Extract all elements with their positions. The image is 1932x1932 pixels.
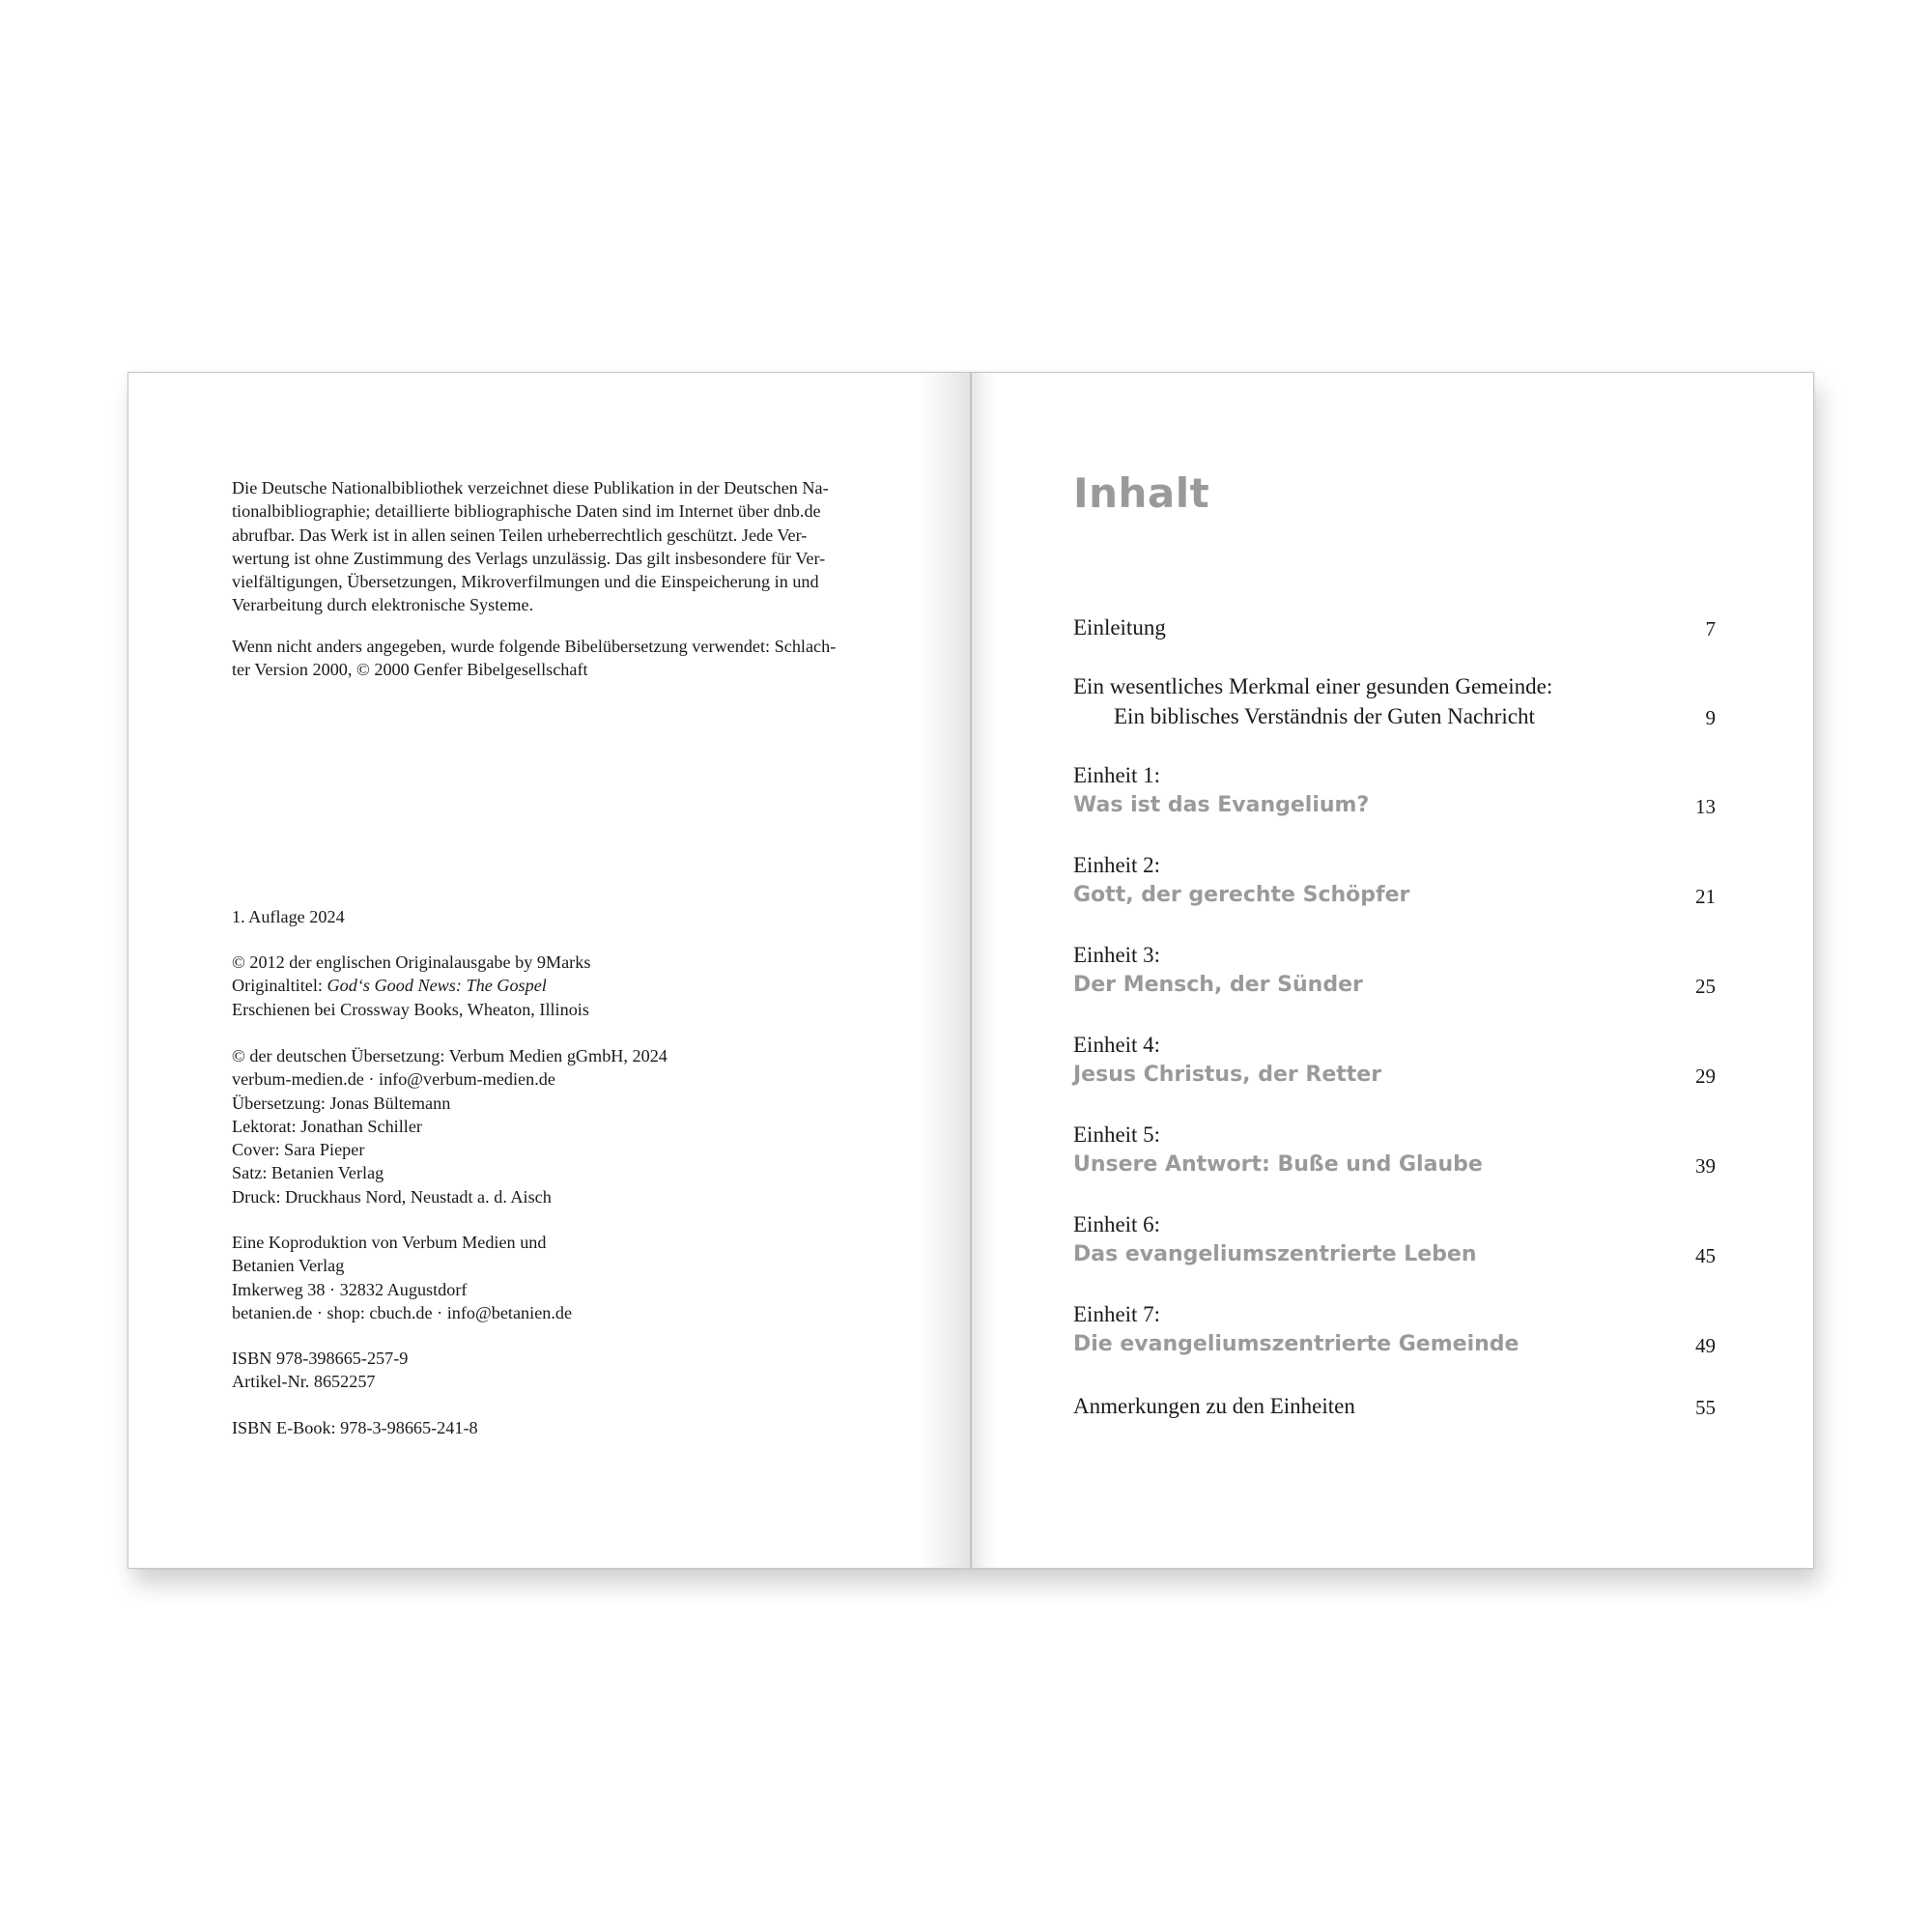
toc-unit-label: Einheit 2: — [1073, 853, 1161, 877]
edition-block — [232, 905, 871, 928]
toc-unit-label: Einheit 7: — [1073, 1302, 1161, 1326]
imprint-page — [128, 372, 971, 1569]
toc-entry-label: Anmerkungen zu den Einheiten — [1073, 1394, 1355, 1418]
toc-page-number: 9 — [1705, 706, 1716, 729]
dnb-line: abrufbar. Das Werk ist in allen seinen Teilen urheberrechtlich geschützt. Jede Ver- — [232, 525, 808, 545]
toc-unit-label: Einheit 4: — [1073, 1033, 1161, 1057]
toc-page-number: 39 — [1695, 1154, 1716, 1178]
original-edition-block — [232, 951, 871, 1021]
book-spread — [128, 372, 1814, 1569]
credit-line: Druck: Druckhaus Nord, Neustadt a. d. Aisch — [232, 1186, 552, 1207]
bible-line: Wenn nicht anders angegeben, wurde folgende Bibelübersetzung verwendet: Schlach- — [232, 637, 837, 656]
isbn-block — [232, 1347, 871, 1394]
dnb-line: wertung ist ohne Zustimmung des Verlags unzulässig. Das gilt insbesondere für Ver- — [232, 548, 826, 568]
dnb-line: Die Deutsche Nationalbibliothek verzeichnet diese Publikation in der Deutschen Na- — [232, 478, 829, 497]
edition-line: 1. Auflage 2024 — [232, 907, 345, 926]
isbn: ISBN 978-398665-257-9 — [232, 1349, 409, 1368]
credit-line: Satz: Betanien Verlag — [232, 1163, 384, 1183]
toc-entry-unit-7 — [1073, 1299, 1716, 1359]
published-by: Erschienen bei Crossway Books, Wheaton, Illinois — [232, 999, 589, 1019]
coproduction-line: Betanien Verlag — [232, 1256, 345, 1276]
toc-entry-label: Ein wesentliches Merkmal einer gesunden Gemeinde: — [1073, 674, 1553, 698]
toc-unit-heading: Unsere Antwort: Buße und Glaube — [1073, 1152, 1483, 1177]
isbn-ebook: ISBN E-Book: 978-3-98665-241-8 — [232, 1418, 478, 1437]
bible-line: ter Version 2000, © 2000 Genfer Bibelgesellschaft — [232, 660, 588, 680]
coproduction-block — [232, 1231, 871, 1324]
credit-line: Übersetzung: Jonas Bültemann — [232, 1093, 451, 1113]
toc-unit-heading: Was ist das Evangelium? — [1073, 793, 1370, 817]
toc-entry-mark — [1073, 671, 1716, 731]
toc-page-number: 45 — [1695, 1244, 1716, 1267]
credits-block — [232, 1044, 871, 1208]
toc-entry-unit-5 — [1073, 1120, 1716, 1179]
article-number: Artikel-Nr. 8652257 — [232, 1372, 376, 1392]
coproduction-line: betanien.de · shop: cbuch.de · info@betanien.de — [232, 1302, 573, 1322]
toc-entry-intro — [1073, 612, 1716, 642]
toc-unit-heading: Jesus Christus, der Retter — [1073, 1063, 1382, 1087]
toc-title: Inhalt — [1073, 469, 1210, 517]
toc-page-number: 21 — [1695, 885, 1716, 908]
toc-unit-label: Einheit 1: — [1073, 763, 1161, 787]
coproduction-line: Eine Koproduktion von Verbum Medien und — [232, 1233, 547, 1252]
ebook-isbn-block — [232, 1416, 871, 1439]
toc-entry-notes — [1073, 1391, 1716, 1421]
toc-unit-label: Einheit 5: — [1073, 1122, 1161, 1147]
credit-line: Cover: Sara Pieper — [232, 1140, 365, 1160]
dnb-line: tionalbibliographie; detaillierte bibliographische Daten sind im Internet über dnb.de — [232, 501, 821, 522]
toc-entry-label: Einleitung — [1073, 615, 1166, 639]
toc-unit-label: Einheit 6: — [1073, 1212, 1161, 1236]
toc-unit-heading: Gott, der gerechte Schöpfer — [1073, 883, 1410, 907]
credit-line: © der deutschen Übersetzung: Verbum Medien gGmbH, 2024 — [232, 1046, 668, 1065]
toc-unit-label: Einheit 3: — [1073, 943, 1161, 967]
toc-entry-unit-6 — [1073, 1209, 1716, 1269]
original-title-line — [232, 974, 871, 997]
toc-page-number: 49 — [1695, 1334, 1716, 1357]
original-title: God‘s Good News: The Gospel — [327, 976, 547, 996]
toc-entry-subtitle: Ein biblisches Verständnis der Guten Nachricht — [1114, 704, 1535, 728]
toc-entry-unit-1 — [1073, 760, 1716, 820]
toc-page-number: 55 — [1695, 1396, 1716, 1419]
dnb-line: vielfältigungen, Übersetzungen, Mikroverfilmungen und die Einspeicherung in und — [232, 572, 819, 592]
coproduction-line: Imkerweg 38 · 32832 Augustdorf — [232, 1279, 468, 1299]
toc-page-number: 25 — [1695, 975, 1716, 998]
toc-entry-unit-4 — [1073, 1030, 1716, 1090]
dnb-line: Verarbeitung durch elektronische Systeme. — [232, 595, 534, 615]
bible-version-notice — [232, 635, 871, 682]
toc-page-number: 29 — [1695, 1065, 1716, 1088]
toc-entry-unit-2 — [1073, 850, 1716, 910]
toc-unit-heading: Der Mensch, der Sünder — [1073, 973, 1363, 997]
toc-page-number: 7 — [1705, 617, 1716, 640]
dnb-notice — [232, 476, 871, 617]
original-title-label: Originaltitel: — [232, 976, 327, 996]
toc-unit-heading: Die evangeliumszentrierte Gemeinde — [1073, 1332, 1520, 1356]
toc-unit-heading: Das evangeliumszentrierte Leben — [1073, 1242, 1477, 1266]
original-copyright: © 2012 der englischen Originalausgabe by 9Marks — [232, 952, 591, 972]
credit-line: Lektorat: Jonathan Schiller — [232, 1116, 422, 1136]
toc-page-number: 13 — [1695, 795, 1716, 818]
toc-entry-unit-3 — [1073, 940, 1716, 1000]
toc-page — [971, 372, 1814, 1569]
credit-line: verbum-medien.de · info@verbum-medien.de — [232, 1069, 555, 1090]
